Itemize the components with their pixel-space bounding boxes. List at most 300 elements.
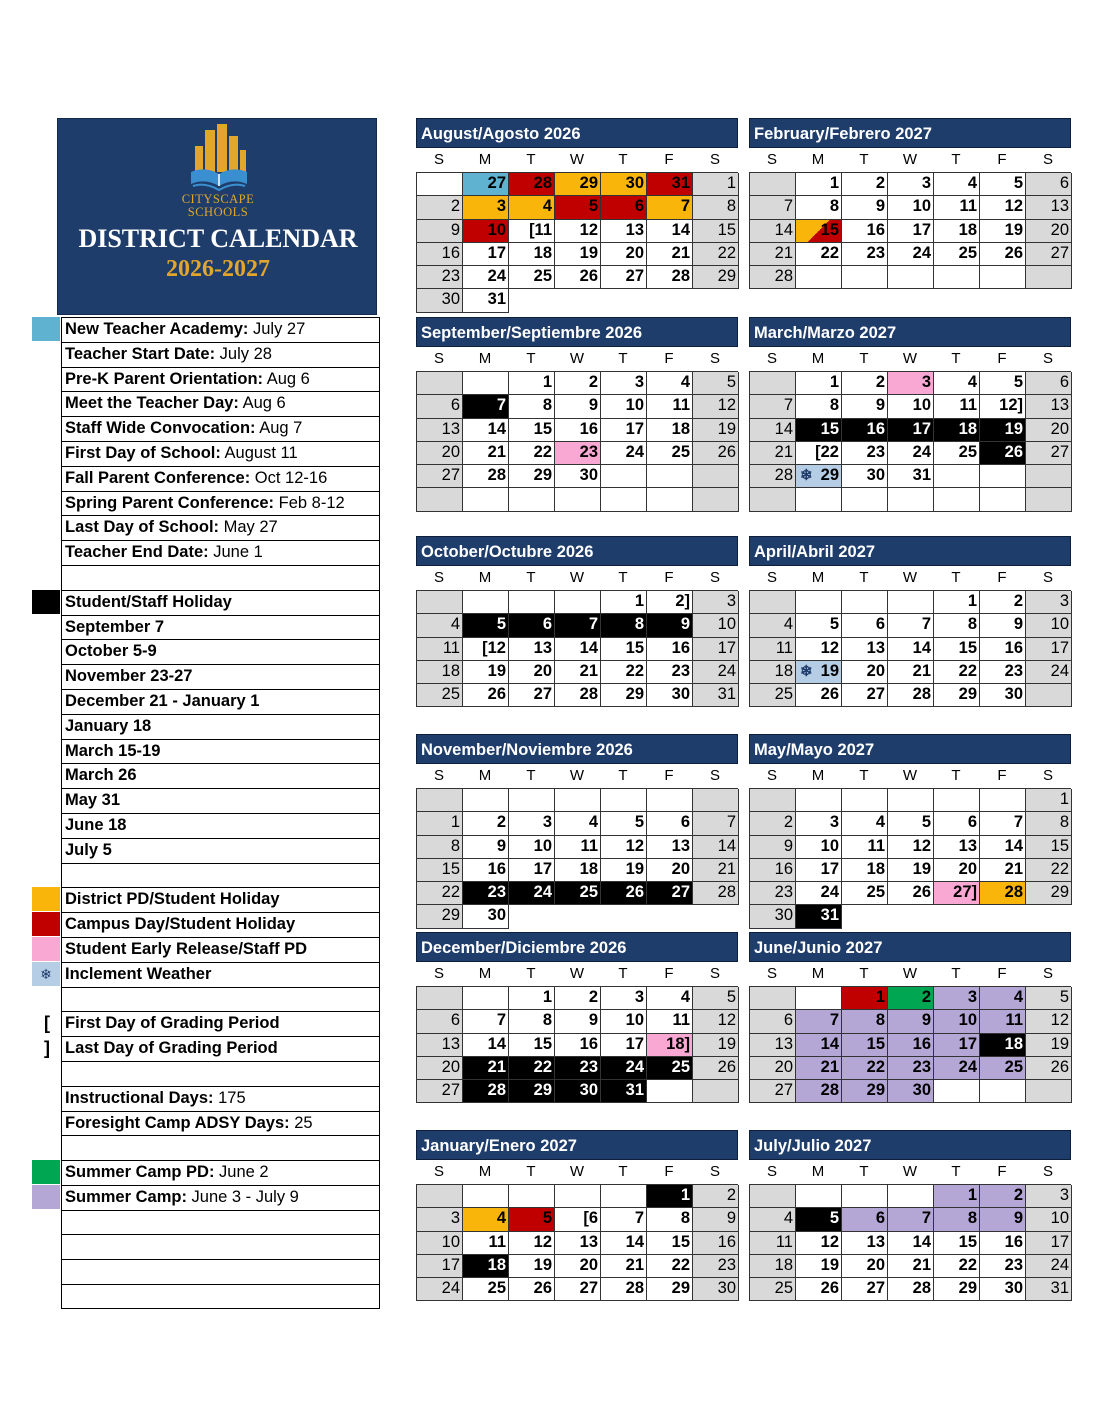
day-cell bbox=[647, 243, 693, 266]
day-cell bbox=[980, 465, 1026, 488]
day-number: 31 bbox=[671, 174, 690, 192]
day-cell bbox=[509, 836, 555, 859]
legend-label: March 26 bbox=[65, 766, 137, 785]
legend-cell bbox=[61, 739, 380, 764]
day-cell bbox=[842, 812, 888, 835]
day-cell bbox=[647, 836, 693, 859]
day-cell bbox=[555, 614, 601, 637]
day-cell bbox=[463, 1278, 509, 1301]
day-number: 28 bbox=[774, 267, 793, 286]
weekday-label: T bbox=[526, 350, 536, 367]
day-number: 14 bbox=[625, 1232, 644, 1251]
day-number: 7 bbox=[783, 197, 793, 216]
weekday-header bbox=[749, 764, 1071, 788]
day-number: 22 bbox=[1050, 859, 1069, 878]
day-cell bbox=[647, 1080, 693, 1103]
day-cell bbox=[888, 220, 934, 243]
day-number: 29 bbox=[579, 174, 598, 192]
legend-cell bbox=[61, 987, 380, 1012]
day-cell bbox=[934, 859, 980, 882]
day-cell bbox=[750, 1232, 796, 1255]
day-number: 12 bbox=[820, 638, 839, 657]
weekday-header bbox=[416, 1160, 738, 1184]
day-number: 24 bbox=[717, 661, 736, 680]
day-cell bbox=[980, 614, 1026, 637]
legend-cell bbox=[61, 1210, 380, 1235]
day-number: 13 bbox=[625, 220, 644, 239]
day-number: 2 bbox=[875, 373, 885, 391]
school-year: 2026-2027 bbox=[166, 256, 270, 282]
day-number: 10 bbox=[958, 1011, 977, 1030]
day-number: 19 bbox=[1004, 419, 1023, 438]
day-number: 28 bbox=[1004, 883, 1023, 902]
day-cell bbox=[417, 1034, 463, 1057]
legend-cell bbox=[61, 590, 380, 615]
legend-row bbox=[32, 1061, 380, 1086]
day-cell bbox=[693, 372, 739, 395]
day-cell bbox=[1026, 243, 1072, 266]
legend-label: Meet the Teacher Day: bbox=[65, 394, 239, 413]
day-number: 2 bbox=[1013, 592, 1023, 610]
weekday-label: T bbox=[618, 350, 628, 367]
day-cell bbox=[417, 395, 463, 418]
day-number: 4 bbox=[967, 174, 977, 192]
day-cell bbox=[796, 1057, 842, 1080]
legend-label: May 31 bbox=[65, 791, 121, 810]
legend-label: First Day of School: bbox=[65, 443, 221, 462]
day-number: 29 bbox=[671, 1279, 690, 1298]
weekday-label: S bbox=[709, 350, 720, 367]
day-number: 29 bbox=[441, 906, 460, 925]
day-number: 16 bbox=[579, 419, 598, 438]
day-number: 27 bbox=[866, 685, 885, 704]
legend-row bbox=[32, 664, 380, 689]
legend-swatch bbox=[32, 912, 60, 936]
day-cell bbox=[463, 196, 509, 219]
day-cell bbox=[842, 1185, 888, 1208]
day-number: 28 bbox=[820, 1081, 839, 1100]
day-number: 30 bbox=[774, 906, 793, 925]
bracket-marker: ] bbox=[44, 1038, 50, 1059]
day-number: 1 bbox=[634, 592, 644, 610]
day-cell bbox=[509, 684, 555, 707]
day-number: 6 bbox=[967, 813, 977, 832]
day-cell bbox=[934, 488, 980, 511]
day-cell bbox=[842, 1278, 888, 1301]
legend-label: Student Early Release/Staff PD bbox=[65, 939, 308, 958]
day-number: 3 bbox=[921, 373, 931, 391]
day-cell bbox=[934, 614, 980, 637]
weekday-label: W bbox=[902, 1163, 918, 1180]
day-cell bbox=[1026, 882, 1072, 905]
day-number: 11 bbox=[442, 638, 460, 657]
weekday-header bbox=[416, 347, 738, 371]
day-cell bbox=[980, 196, 1026, 219]
day-cell bbox=[417, 1080, 463, 1103]
weekday-label: M bbox=[811, 767, 825, 784]
weekday-label: S bbox=[1042, 965, 1053, 982]
day-number: 11 bbox=[775, 638, 793, 657]
bracket-marker: [ bbox=[44, 1013, 50, 1034]
day-number: 2 bbox=[450, 197, 460, 216]
day-cell bbox=[647, 684, 693, 707]
day-cell bbox=[888, 266, 934, 289]
day-number: 31 bbox=[717, 685, 736, 704]
legend-label: Foresight Camp ADSY Days: bbox=[65, 1113, 290, 1132]
day-number: 8 bbox=[726, 197, 736, 216]
weekday-label: S bbox=[709, 767, 720, 784]
day-cell bbox=[555, 905, 601, 928]
day-number: 28 bbox=[912, 1279, 931, 1298]
weekday-label: S bbox=[1042, 151, 1053, 168]
legend-swatch bbox=[32, 1160, 60, 1184]
day-number: 29 bbox=[533, 1081, 552, 1100]
day-cell bbox=[1026, 419, 1072, 442]
day-cell bbox=[796, 1278, 842, 1301]
day-cell bbox=[796, 1232, 842, 1255]
day-cell bbox=[796, 882, 842, 905]
day-number: 13 bbox=[1050, 197, 1069, 216]
day-cell bbox=[417, 372, 463, 395]
month-title: August/Agosto 2026 bbox=[416, 118, 738, 148]
day-cell bbox=[417, 591, 463, 614]
day-cell bbox=[888, 196, 934, 219]
day-number: 15 bbox=[441, 859, 460, 878]
day-cell bbox=[842, 266, 888, 289]
day-cell bbox=[509, 1185, 555, 1208]
day-cell bbox=[693, 196, 739, 219]
day-number: 17 bbox=[912, 419, 931, 438]
legend-row bbox=[32, 838, 380, 863]
day-cell bbox=[417, 465, 463, 488]
day-cell bbox=[417, 614, 463, 637]
legend-cell bbox=[61, 491, 380, 516]
legend-cell bbox=[61, 1011, 380, 1036]
day-cell bbox=[934, 1057, 980, 1080]
day-number: 19 bbox=[717, 1034, 736, 1053]
day-cell bbox=[934, 684, 980, 707]
day-cell bbox=[417, 1232, 463, 1255]
day-number: 12 bbox=[717, 1011, 736, 1030]
day-number: 26 bbox=[625, 883, 644, 902]
day-cell bbox=[842, 372, 888, 395]
day-cell bbox=[796, 266, 842, 289]
day-cell bbox=[463, 661, 509, 684]
day-number: 23 bbox=[487, 883, 506, 902]
day-number: 23 bbox=[912, 1057, 931, 1076]
weekday-label: M bbox=[811, 569, 825, 586]
day-cell bbox=[647, 614, 693, 637]
legend-cell bbox=[61, 391, 380, 416]
day-number: 31 bbox=[912, 466, 931, 485]
day-number: 31 bbox=[1050, 1279, 1069, 1298]
weekday-label: M bbox=[811, 1163, 825, 1180]
day-number: 20 bbox=[671, 859, 690, 878]
month-title: July/Julio 2027 bbox=[749, 1130, 1071, 1160]
day-cell bbox=[601, 465, 647, 488]
day-number: 9 bbox=[875, 396, 885, 415]
day-cell bbox=[980, 220, 1026, 243]
day-cell bbox=[647, 488, 693, 511]
month-title: April/Abril 2027 bbox=[749, 536, 1071, 566]
day-number: 11 bbox=[1005, 1011, 1023, 1030]
day-cell bbox=[555, 488, 601, 511]
day-cell bbox=[601, 1057, 647, 1080]
day-cell bbox=[417, 905, 463, 928]
legend-row bbox=[32, 987, 380, 1012]
day-cell bbox=[934, 789, 980, 812]
day-cell bbox=[463, 1034, 509, 1057]
day-cell bbox=[555, 372, 601, 395]
day-number: 11 bbox=[488, 1232, 506, 1251]
day-cell bbox=[509, 1057, 555, 1080]
day-cell bbox=[463, 419, 509, 442]
day-number: [11 bbox=[529, 220, 552, 239]
day-number: 17 bbox=[1050, 1232, 1069, 1251]
day-number: 5 bbox=[726, 988, 736, 1006]
legend-value: Aug 7 bbox=[255, 419, 303, 438]
month-title: October/Octubre 2026 bbox=[416, 536, 738, 566]
day-cell bbox=[796, 661, 842, 684]
day-cell bbox=[842, 243, 888, 266]
day-number: 12] bbox=[999, 396, 1023, 415]
day-number: 4 bbox=[875, 813, 885, 832]
weekday-label: W bbox=[569, 1163, 585, 1180]
day-cell bbox=[647, 1255, 693, 1278]
day-cell bbox=[842, 836, 888, 859]
day-cell bbox=[647, 638, 693, 661]
day-number: 25 bbox=[533, 267, 552, 286]
day-cell bbox=[693, 1232, 739, 1255]
weekday-label: T bbox=[526, 965, 536, 982]
day-number: 24 bbox=[1050, 661, 1069, 680]
legend-cell bbox=[61, 788, 380, 813]
day-number: 3 bbox=[829, 813, 839, 832]
day-cell bbox=[1026, 173, 1072, 196]
weekday-label: S bbox=[1042, 1163, 1053, 1180]
day-grid bbox=[749, 986, 1071, 1103]
day-cell bbox=[888, 1232, 934, 1255]
day-number: 16 bbox=[487, 859, 506, 878]
day-number: 6 bbox=[680, 813, 690, 832]
legend-row bbox=[32, 739, 380, 764]
legend-value: Aug 6 bbox=[263, 369, 310, 388]
day-cell bbox=[555, 1010, 601, 1033]
day-number: 22 bbox=[717, 243, 736, 262]
weekday-label: F bbox=[664, 767, 674, 784]
day-cell bbox=[750, 1034, 796, 1057]
day-cell bbox=[796, 591, 842, 614]
day-grid bbox=[416, 986, 738, 1103]
day-cell bbox=[463, 442, 509, 465]
weekday-label: W bbox=[569, 569, 585, 586]
day-number: 3 bbox=[1059, 592, 1069, 610]
day-cell bbox=[601, 243, 647, 266]
day-number: 15 bbox=[1050, 836, 1069, 855]
day-cell bbox=[647, 289, 693, 312]
legend-value: Oct 12-16 bbox=[250, 468, 328, 487]
day-cell bbox=[509, 614, 555, 637]
legend-row bbox=[32, 590, 380, 615]
day-cell bbox=[1026, 395, 1072, 418]
day-cell bbox=[417, 1208, 463, 1231]
day-cell bbox=[693, 591, 739, 614]
day-cell bbox=[463, 859, 509, 882]
legend-cell bbox=[61, 1234, 380, 1259]
brand-line-1: CITYSCAPE bbox=[181, 192, 255, 206]
day-number: 22 bbox=[820, 243, 839, 262]
day-cell bbox=[888, 591, 934, 614]
day-cell bbox=[1026, 372, 1072, 395]
day-cell bbox=[1026, 1208, 1072, 1231]
day-cell bbox=[463, 266, 509, 289]
day-cell bbox=[1026, 1232, 1072, 1255]
day-cell bbox=[555, 1080, 601, 1103]
weekday-label: W bbox=[569, 965, 585, 982]
day-number: 4 bbox=[680, 373, 690, 391]
weekday-label: W bbox=[569, 350, 585, 367]
day-cell bbox=[796, 789, 842, 812]
day-cell bbox=[693, 836, 739, 859]
day-cell bbox=[601, 1208, 647, 1231]
legend-cell bbox=[61, 838, 380, 863]
day-cell bbox=[842, 1057, 888, 1080]
day-cell bbox=[796, 220, 842, 243]
legend-cell bbox=[61, 962, 380, 987]
day-cell bbox=[1026, 638, 1072, 661]
day-cell bbox=[601, 220, 647, 243]
day-cell bbox=[750, 1255, 796, 1278]
month-may bbox=[749, 734, 1071, 929]
day-number: 4 bbox=[783, 615, 793, 634]
day-number: 24 bbox=[625, 1057, 644, 1076]
day-cell bbox=[980, 789, 1026, 812]
day-cell bbox=[647, 661, 693, 684]
day-cell bbox=[601, 836, 647, 859]
day-number: 5 bbox=[1013, 174, 1023, 192]
day-number: 17 bbox=[625, 419, 644, 438]
day-cell bbox=[601, 1185, 647, 1208]
day-cell bbox=[647, 196, 693, 219]
month-feb bbox=[749, 118, 1071, 289]
day-cell bbox=[509, 395, 555, 418]
day-number: 10 bbox=[533, 836, 552, 855]
day-cell bbox=[693, 684, 739, 707]
weekday-header bbox=[749, 962, 1071, 986]
legend-row bbox=[32, 317, 380, 342]
day-number: 1 bbox=[829, 174, 839, 192]
day-number: 12 bbox=[1004, 197, 1023, 216]
day-number: 15 bbox=[625, 638, 644, 657]
day-cell bbox=[934, 243, 980, 266]
day-cell bbox=[601, 289, 647, 312]
legend-row bbox=[32, 540, 380, 565]
day-cell bbox=[750, 1057, 796, 1080]
day-number: 11 bbox=[672, 1011, 690, 1030]
day-cell bbox=[888, 1080, 934, 1103]
day-cell bbox=[934, 1255, 980, 1278]
day-number: 19 bbox=[820, 661, 839, 680]
weekday-label: F bbox=[997, 1163, 1007, 1180]
day-number: 28 bbox=[912, 685, 931, 704]
weekday-label: S bbox=[766, 965, 777, 982]
day-number: 18 bbox=[774, 1255, 793, 1274]
day-number: 8 bbox=[875, 1011, 885, 1030]
day-cell bbox=[934, 638, 980, 661]
legend-cell bbox=[61, 1185, 380, 1210]
day-cell bbox=[842, 395, 888, 418]
day-cell bbox=[888, 488, 934, 511]
day-number: 4 bbox=[967, 373, 977, 391]
day-number: 19 bbox=[487, 661, 506, 680]
day-number: 22 bbox=[533, 442, 552, 461]
day-number: 9 bbox=[588, 396, 598, 415]
day-number: 16 bbox=[866, 220, 885, 239]
day-cell bbox=[934, 591, 980, 614]
day-cell bbox=[1026, 1255, 1072, 1278]
day-number: 21 bbox=[671, 243, 690, 262]
day-cell bbox=[647, 1034, 693, 1057]
weekday-label: W bbox=[902, 569, 918, 586]
day-number: 25 bbox=[958, 442, 977, 461]
day-cell bbox=[750, 661, 796, 684]
day-cell bbox=[601, 1255, 647, 1278]
day-cell bbox=[842, 465, 888, 488]
day-cell bbox=[417, 638, 463, 661]
day-number: 27 bbox=[1050, 243, 1069, 262]
day-cell bbox=[555, 243, 601, 266]
day-number: 9 bbox=[1013, 1209, 1023, 1228]
legend-row bbox=[32, 491, 380, 516]
day-cell bbox=[555, 266, 601, 289]
day-number: 5 bbox=[496, 615, 506, 634]
weekday-label: S bbox=[433, 767, 444, 784]
day-cell bbox=[693, 614, 739, 637]
day-number: 22 bbox=[958, 1255, 977, 1274]
day-cell bbox=[980, 243, 1026, 266]
day-cell bbox=[647, 1208, 693, 1231]
day-cell bbox=[750, 395, 796, 418]
snowflake-icon: ❄ bbox=[800, 662, 813, 680]
day-number: 26 bbox=[1004, 442, 1023, 461]
snowflake-icon: ❄ bbox=[800, 467, 813, 485]
day-number: 23 bbox=[441, 267, 460, 286]
day-number: 16 bbox=[774, 859, 793, 878]
day-cell bbox=[601, 1278, 647, 1301]
day-cell bbox=[934, 1278, 980, 1301]
day-number: 30 bbox=[1004, 685, 1023, 704]
day-cell bbox=[796, 243, 842, 266]
day-cell bbox=[888, 1057, 934, 1080]
day-number: 3 bbox=[1059, 1186, 1069, 1204]
day-number: 4 bbox=[496, 1209, 506, 1228]
day-number: 25 bbox=[579, 883, 598, 902]
day-number: 2 bbox=[496, 813, 506, 832]
day-cell bbox=[888, 836, 934, 859]
day-number: 29 bbox=[866, 1081, 885, 1100]
day-number: 6 bbox=[875, 615, 885, 634]
legend-value: Feb 8-12 bbox=[274, 493, 345, 512]
day-cell bbox=[463, 220, 509, 243]
legend bbox=[32, 317, 380, 1309]
day-cell bbox=[693, 243, 739, 266]
day-number: 6 bbox=[542, 615, 552, 634]
day-number: 30 bbox=[625, 174, 644, 192]
weekday-label: S bbox=[433, 151, 444, 168]
month-title: November/Noviembre 2026 bbox=[416, 734, 738, 764]
weekday-label: S bbox=[1042, 350, 1053, 367]
day-cell bbox=[1026, 789, 1072, 812]
